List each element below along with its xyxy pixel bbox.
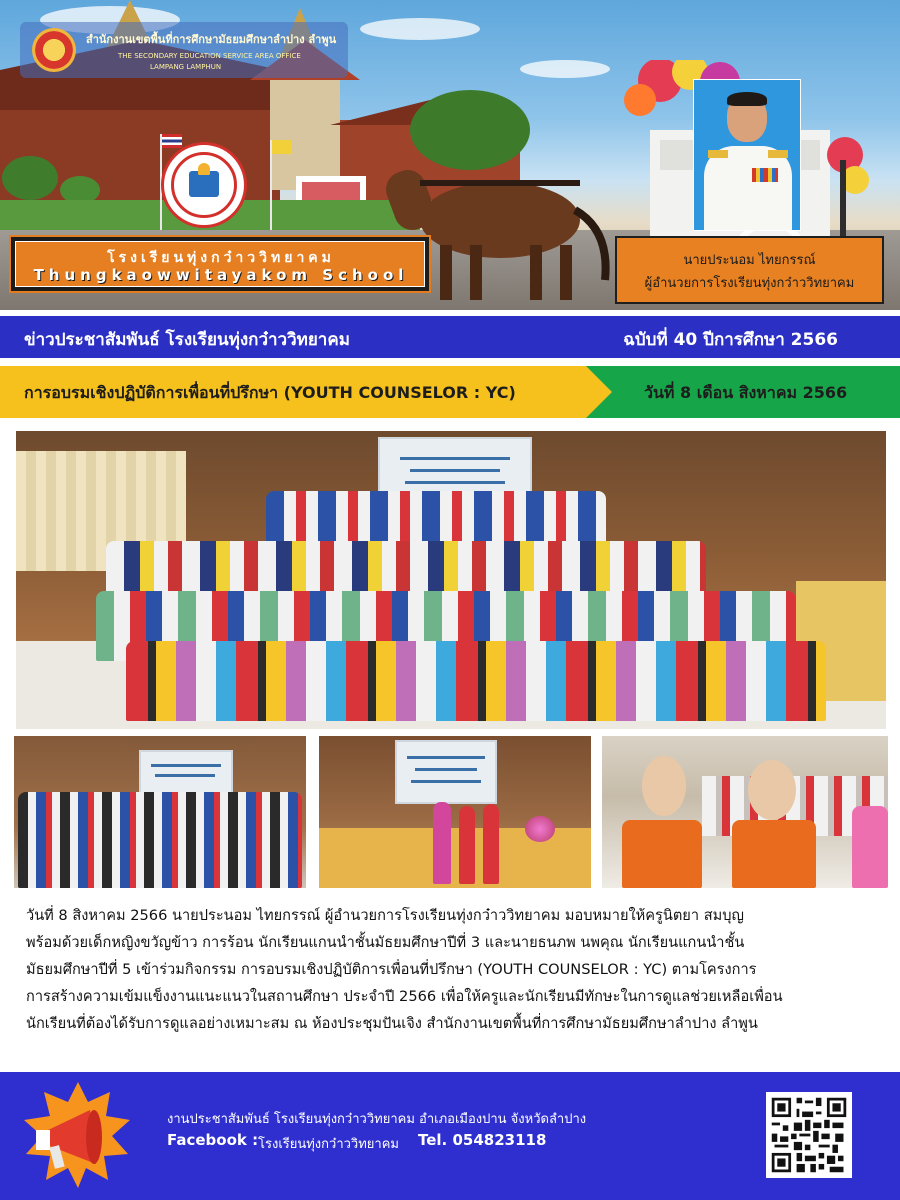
director-title: ผู้อำนวยการโรงเรียนทุ่งกว๋าววิทยาคม (644, 276, 855, 291)
body-line: พร้อมด้วยเด็กหญิงขวัญข้าว การร้อน นักเรียนแกนนำชั้นมัธยมศึกษาปีที่ 3 และนายธนภพ นพคุณ นักเรียนแกนนำชั้น (26, 934, 745, 951)
facebook-page-link[interactable]: โรงเรียนทุ่งกว๋าววิทยาคม (258, 1137, 399, 1152)
school-name-th: โรงเรียนทุ่งกว๋าววิทยาคม (107, 250, 335, 266)
office-name-th: สำนักงานเขตพื้นที่การศึกษามัธยมศึกษาลำปาง ลำพูน (86, 33, 337, 46)
school-name-box (9, 235, 431, 293)
director-caption (615, 236, 884, 304)
director-name: นายประนอม ไทยกรรณ์ (683, 253, 816, 268)
office-seal-icon (32, 28, 76, 72)
photo-podium (319, 736, 591, 888)
telephone-number: Tel. 054823118 (418, 1131, 547, 1149)
group-photo (16, 431, 886, 729)
body-line: วันที่ 8 สิงหาคม 2566 นายประนอม ไทยกรรณ์ ผู้อำนวยการโรงเรียนทุ่งกว๋าววิทยาคม มอบหมายให้ครูนิตยา สมบุญ (26, 907, 744, 924)
director-portrait (693, 79, 801, 231)
photo-group-standing (14, 736, 306, 888)
photo-students-closeup (602, 736, 888, 888)
office-name-en-2: LAMPANG LAMPHUN (150, 63, 222, 71)
newsletter-heading: ข่าวประชาสัมพันธ์ โรงเรียนทุ่งกว๋าววิทยาคม (24, 330, 350, 350)
event-title: การอบรมเชิงปฏิบัติการเพื่อนที่ปรึกษา (YOUTH COUNSELOR : YC) (24, 383, 516, 402)
facebook-label: Facebook : (167, 1131, 259, 1149)
qr-code[interactable] (766, 1092, 852, 1178)
school-name-en: Thungkaowwitayakom School (33, 266, 409, 284)
body-line: การสร้างความเข้มแข็งงานแนะแนวในสถานศึกษา ประจำปี 2566 เพื่อให้ครูและนักเรียนมีทักษะในการดูแลช่วยเหลือเพื่อน (26, 988, 783, 1005)
megaphone-icon (22, 1080, 134, 1190)
body-line: นักเรียนที่ต้องได้รับการดูแลอย่างเหมาะสม ณ ห้องประชุมปันเจิง สำนักงานเขตพื้นที่การศึกษามัธยมศึกษาลำปาง ลำพูน (26, 1015, 758, 1032)
school-logo (161, 142, 247, 228)
event-date: วันที่ 8 เดือน สิงหาคม 2566 (644, 383, 848, 402)
body-line: มัธยมศึกษาปีที่ 5 เข้าร่วมกิจกรรม การอบรมเชิงปฏิบัติการเพื่อนที่ปรึกษา (YOUTH COUNSELOR : YC) ตามโครงการ (26, 961, 757, 978)
news-body (26, 902, 878, 1037)
office-name-en-1: THE SECONDARY EDUCATION SERVICE AREA OFFICE (118, 52, 301, 60)
issue-number: ฉบับที่ 40 ปีการศึกษา 2566 (623, 330, 838, 350)
footer-contact: งานประชาสัมพันธ์ โรงเรียนทุ่งกว๋าววิทยาคม อำเภอเมืองปาน จังหวัดลำปาง (167, 1112, 587, 1127)
